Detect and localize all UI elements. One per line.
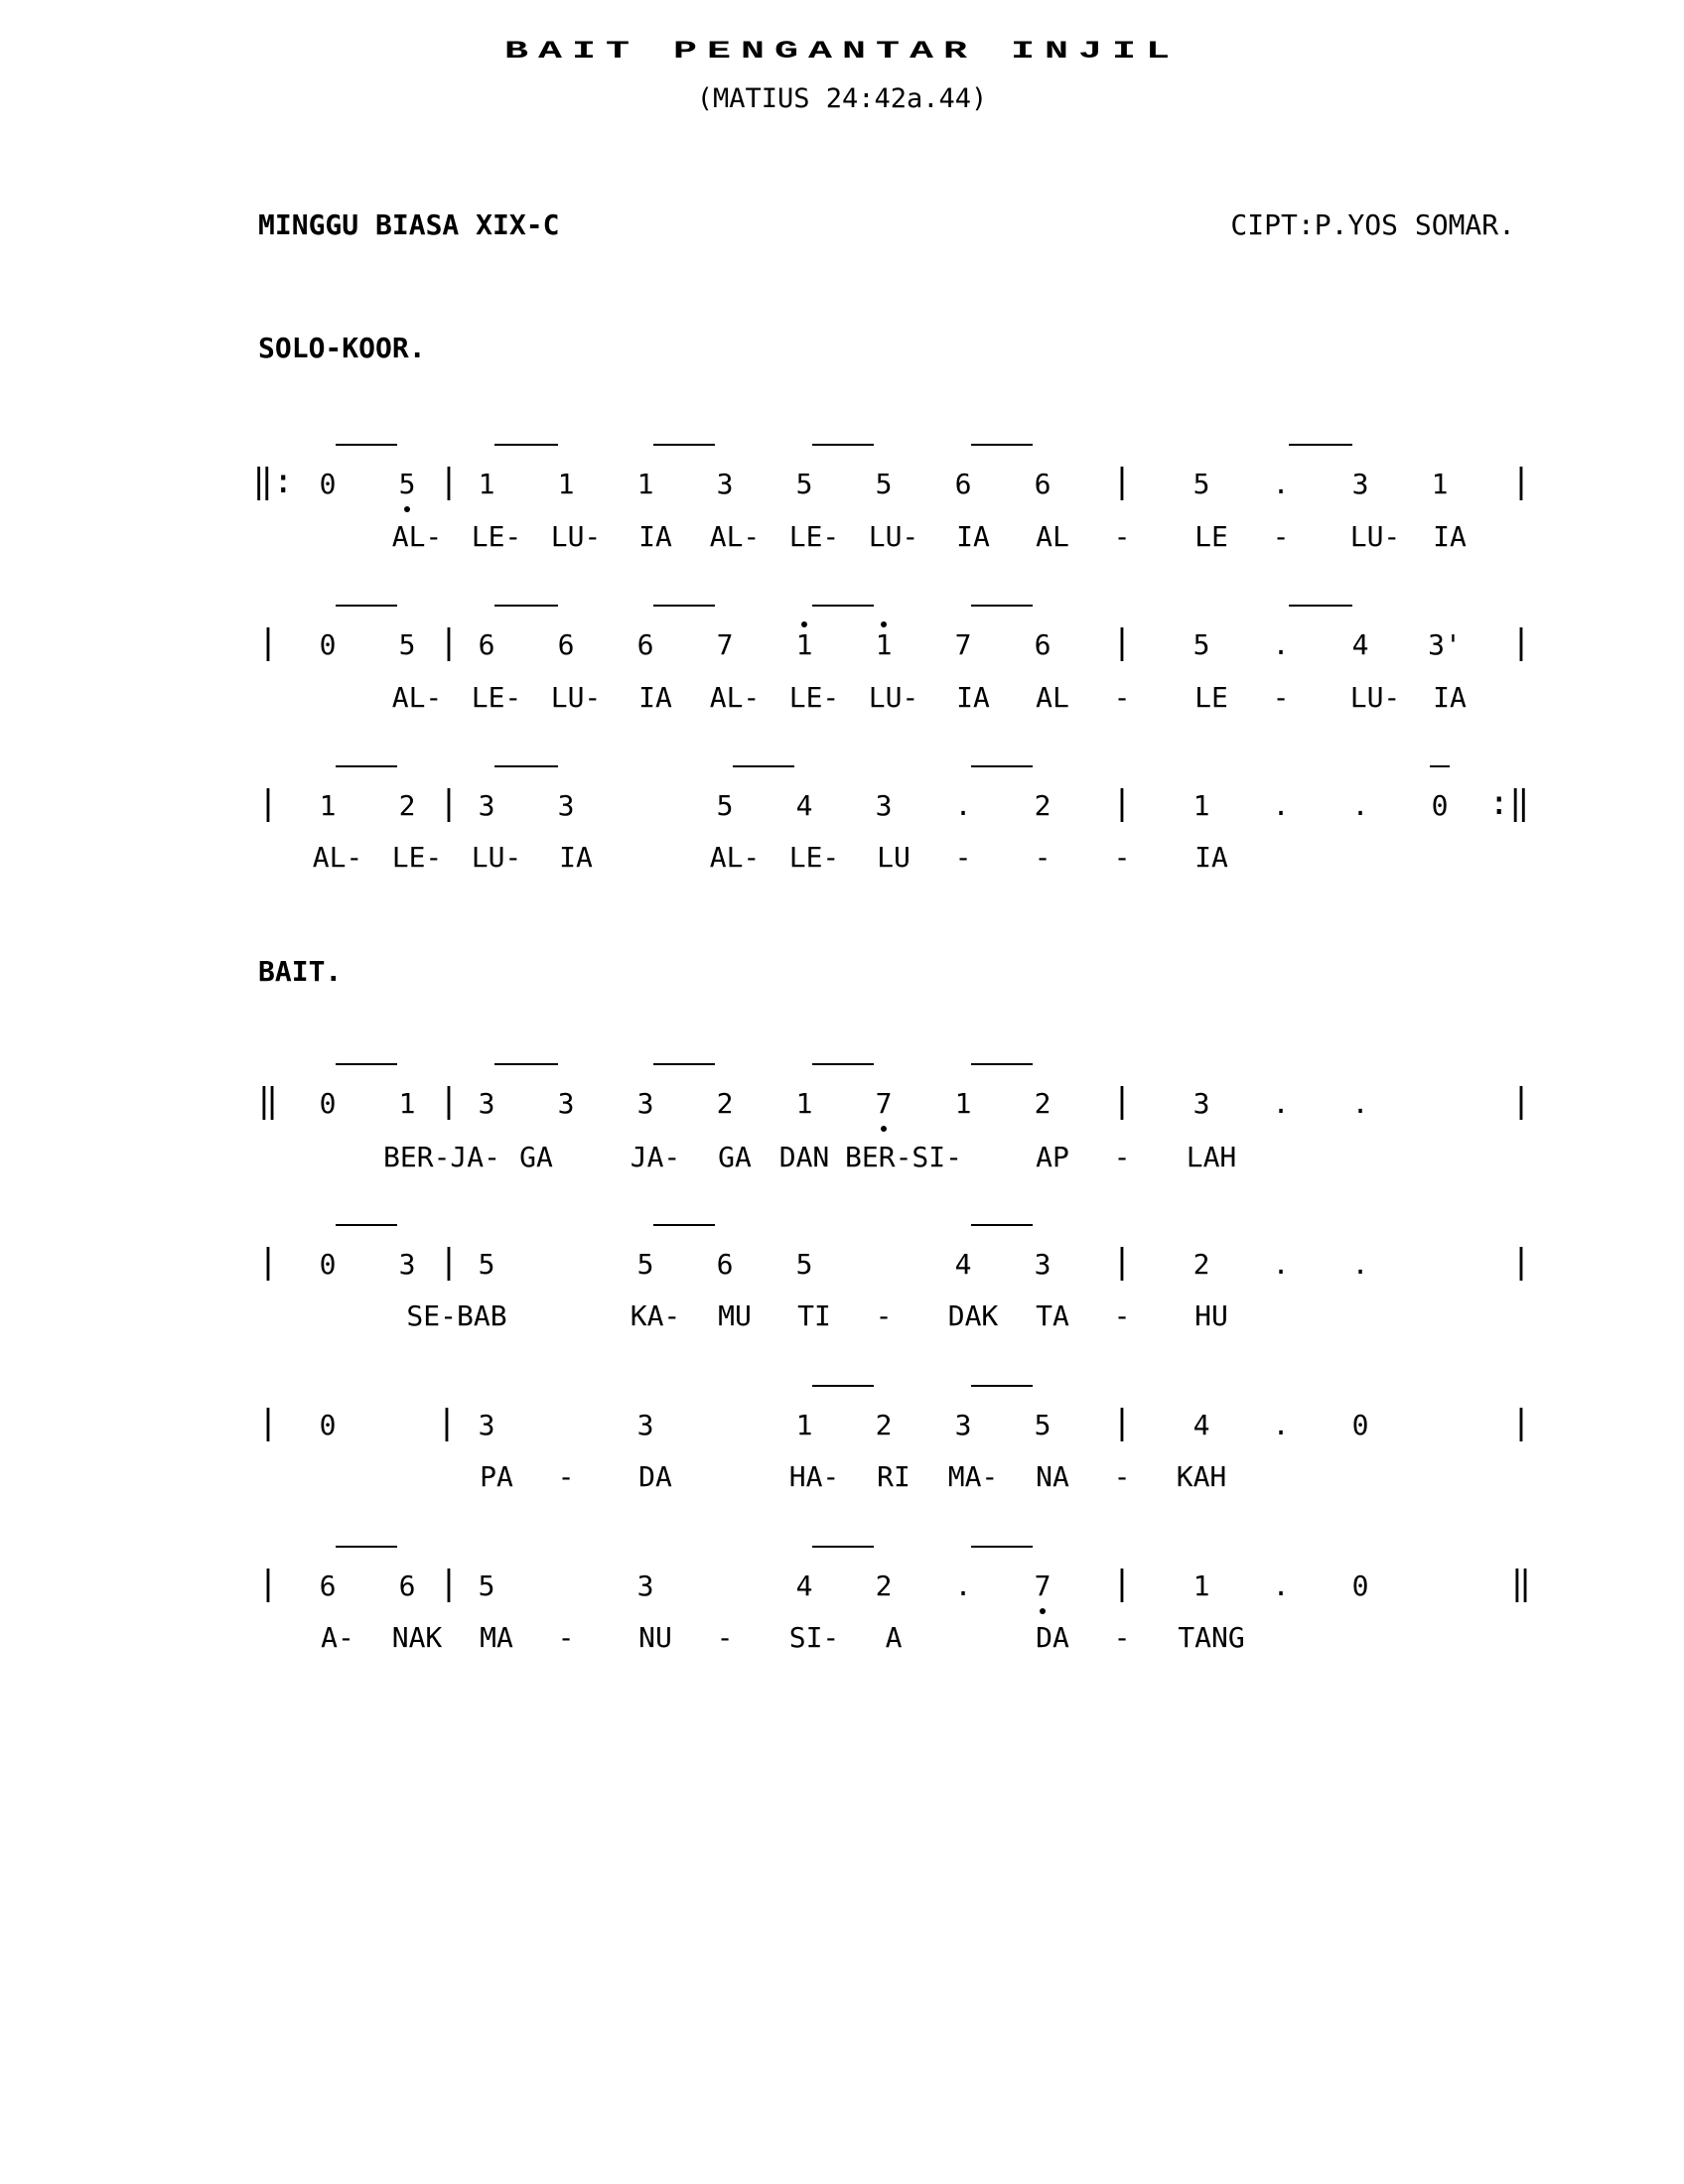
note: 4: [1193, 1409, 1210, 1441]
note: 2: [398, 789, 416, 822]
bar-line: |: [257, 1242, 279, 1282]
bar-line: |: [1510, 1403, 1532, 1442]
lyric-syllable: A-: [321, 1621, 354, 1654]
lyric-syllable: LE-: [391, 841, 443, 874]
lyric-syllable: IA: [1433, 520, 1467, 553]
lyric-syllable: IA: [956, 681, 990, 714]
note: 3: [1034, 1248, 1052, 1281]
beam: [971, 444, 1033, 446]
note: .: [1351, 789, 1369, 822]
beam: [336, 1224, 397, 1226]
note: 3: [478, 1409, 495, 1441]
lyric-syllable: -: [1034, 841, 1052, 874]
beam: [971, 1385, 1033, 1387]
note: 6: [1034, 628, 1052, 661]
beam: [653, 1224, 715, 1226]
lyric-syllable: -: [557, 1460, 575, 1493]
lyric-syllable: GA: [718, 1141, 752, 1173]
lyric-syllable: -: [1113, 1141, 1131, 1173]
lyric-syllable: AL-: [391, 520, 443, 553]
note: 3: [478, 1087, 495, 1120]
beam: [971, 765, 1033, 767]
lyric-syllable: LU-: [1349, 681, 1401, 714]
note: 5: [636, 1248, 654, 1281]
lyric-syllable: -: [875, 1299, 893, 1332]
lyric-syllable: -: [1113, 1621, 1131, 1654]
note: .: [1272, 1570, 1290, 1602]
note: .: [954, 789, 972, 822]
lyric-syllable: KA-: [630, 1299, 681, 1332]
note: 3: [636, 1570, 654, 1602]
note: .: [954, 1570, 972, 1602]
bar-line: |: [438, 1564, 460, 1603]
bar-line: |: [257, 622, 279, 662]
note: 4: [954, 1248, 972, 1281]
note: 1: [875, 628, 893, 661]
note: 5: [398, 628, 416, 661]
beam: [733, 765, 794, 767]
lyric-syllable: LE: [1194, 520, 1228, 553]
section-label-bait: BAIT.: [258, 955, 343, 988]
lyric-syllable: DA: [638, 1460, 672, 1493]
note: 1: [954, 1087, 972, 1120]
section-label-solo-koor: SOLO-KOOR.: [258, 332, 426, 364]
lyric-syllable: -: [1113, 1460, 1131, 1493]
note: 6: [1034, 468, 1052, 500]
note: 7: [954, 628, 972, 661]
note: 5: [398, 468, 416, 500]
beam: [653, 1063, 715, 1065]
lyric-syllable: LU-: [550, 520, 602, 553]
lyric-syllable: AL-: [709, 681, 761, 714]
note: 5: [478, 1570, 495, 1602]
lyric-syllable: A: [885, 1621, 903, 1654]
beam: [1289, 444, 1352, 446]
note: 2: [875, 1570, 893, 1602]
lyric-syllable: SE-BAB: [406, 1299, 507, 1332]
lyric-syllable: LE-: [471, 520, 522, 553]
note: 0: [1431, 789, 1449, 822]
lyric-syllable: DAN: [778, 1141, 830, 1173]
beam: [494, 765, 558, 767]
lyric-syllable: -: [1113, 520, 1131, 553]
note: 3: [954, 1409, 972, 1441]
lyric-syllable: LE-: [788, 841, 840, 874]
bar-line: |: [1111, 462, 1133, 501]
lyric-syllable: MA-: [947, 1460, 999, 1493]
lyric-syllable: MU: [718, 1299, 752, 1332]
lyric-syllable: RI: [877, 1460, 911, 1493]
lyric-syllable: AL: [1036, 520, 1069, 553]
bar-line: |: [1510, 622, 1532, 662]
bar-line: |: [438, 622, 460, 662]
beam: [653, 444, 715, 446]
octave-dot-above: [881, 621, 887, 627]
note: 5: [1193, 628, 1210, 661]
lyric-syllable: LE-: [471, 681, 522, 714]
note: 4: [795, 1570, 813, 1602]
beam: [812, 1063, 874, 1065]
note: 6: [398, 1570, 416, 1602]
beam: [1430, 765, 1450, 767]
beam: [494, 605, 558, 607]
lyric-syllable: LU-: [1349, 520, 1401, 553]
page-title: BAIT PENGANTAR INJIL: [503, 38, 1181, 66]
beam: [971, 1063, 1033, 1065]
bar-line: |: [1510, 462, 1532, 501]
lyric-syllable: -: [1113, 841, 1131, 874]
lyric-syllable: -: [1113, 681, 1131, 714]
note: 1: [795, 1409, 813, 1441]
page-subtitle: (MATIUS 24:42a.44): [696, 83, 988, 114]
note: 2: [716, 1087, 734, 1120]
note: 5: [795, 1248, 813, 1281]
lyric-syllable: GA: [519, 1141, 553, 1173]
lyric-syllable: IA: [638, 520, 672, 553]
bar-line: |: [1111, 622, 1133, 662]
lyric-syllable: AL-: [709, 841, 761, 874]
lyric-syllable: LE: [1194, 681, 1228, 714]
note: 3: [636, 1409, 654, 1441]
beam: [812, 605, 874, 607]
lyric-syllable: -: [1113, 1299, 1131, 1332]
note: 7: [1034, 1570, 1052, 1602]
lyric-syllable: IA: [1433, 681, 1467, 714]
note: 6: [954, 468, 972, 500]
lyric-syllable: LU-: [868, 520, 919, 553]
octave-dot-above: [801, 621, 807, 627]
lyric-syllable: -: [557, 1621, 575, 1654]
note: 3: [875, 789, 893, 822]
note: 3: [557, 789, 575, 822]
lyric-syllable: JA-: [630, 1141, 681, 1173]
note: 3: [398, 1248, 416, 1281]
note: 5: [795, 468, 813, 500]
note: 2: [1034, 1087, 1052, 1120]
beam: [971, 605, 1033, 607]
bar-line: |: [438, 1242, 460, 1282]
note: 5: [1034, 1409, 1052, 1441]
lyric-syllable: LU-: [471, 841, 522, 874]
bar-line: ‖: [257, 1081, 279, 1121]
octave-dot-below: [881, 1126, 887, 1132]
note: 0: [319, 468, 337, 500]
octave-dot-below: [404, 506, 410, 512]
composer-label: CIPT:P.YOS SOMAR.: [1230, 208, 1515, 241]
note: 3: [1193, 1087, 1210, 1120]
lyric-syllable: -: [716, 1621, 734, 1654]
lyric-syllable: AL-: [312, 841, 363, 874]
note: 1: [636, 468, 654, 500]
note: 5: [478, 1248, 495, 1281]
bar-line: |: [1510, 1081, 1532, 1121]
note: 3: [478, 789, 495, 822]
bar-line: |: [257, 1403, 279, 1442]
note: .: [1272, 1248, 1290, 1281]
note: 6: [636, 628, 654, 661]
note: 2: [1193, 1248, 1210, 1281]
note: 2: [1034, 789, 1052, 822]
bar-line: :‖: [1488, 783, 1530, 823]
note: 4: [795, 789, 813, 822]
beam: [1289, 605, 1352, 607]
note: 3: [636, 1087, 654, 1120]
lyric-syllable: IA: [559, 841, 593, 874]
note: 0: [1351, 1409, 1369, 1441]
lyric-syllable: LU: [877, 841, 911, 874]
octave-dot-below: [1040, 1608, 1046, 1614]
lyric-syllable: LU-: [868, 681, 919, 714]
beam: [336, 444, 397, 446]
note: .: [1351, 1087, 1369, 1120]
note: 5: [875, 468, 893, 500]
beam: [336, 765, 397, 767]
lyric-syllable: HA-: [788, 1460, 840, 1493]
note: 1: [398, 1087, 416, 1120]
note: 0: [1351, 1570, 1369, 1602]
note: 0: [319, 628, 337, 661]
note: 7: [875, 1087, 893, 1120]
note: 5: [1193, 468, 1210, 500]
bar-line: |: [438, 1081, 460, 1121]
bar-line: |: [257, 1564, 279, 1603]
note: 4: [1351, 628, 1369, 661]
bar-line: |: [1111, 1081, 1133, 1121]
lyric-syllable: -: [954, 841, 972, 874]
lyric-syllable: NAK: [391, 1621, 443, 1654]
note: 6: [557, 628, 575, 661]
lyric-syllable: IA: [1194, 841, 1228, 874]
lyric-syllable: TANG: [1178, 1621, 1245, 1654]
note: 0: [319, 1248, 337, 1281]
lyric-syllable: PA: [480, 1460, 513, 1493]
lyric-syllable: LAH: [1186, 1141, 1237, 1173]
lyric-syllable: LU-: [550, 681, 602, 714]
note: 3: [1351, 468, 1369, 500]
occasion-label: MINGGU BIASA XIX-C: [258, 208, 560, 241]
beam: [812, 1546, 874, 1548]
note: 0: [319, 1409, 337, 1441]
note: .: [1272, 1409, 1290, 1441]
note: 3: [557, 1087, 575, 1120]
note: 3: [716, 468, 734, 500]
note: .: [1272, 789, 1290, 822]
lyric-syllable: KAH: [1176, 1460, 1227, 1493]
note: 6: [478, 628, 495, 661]
lyric-syllable: DA: [1036, 1621, 1069, 1654]
note: 1: [319, 789, 337, 822]
lyric-syllable: -: [1272, 520, 1290, 553]
note: 1: [1193, 1570, 1210, 1602]
lyric-syllable: SI-: [788, 1621, 840, 1654]
lyric-syllable: IA: [638, 681, 672, 714]
note: .: [1272, 468, 1290, 500]
bar-line: |: [438, 783, 460, 823]
beam: [971, 1546, 1033, 1548]
note: 6: [319, 1570, 337, 1602]
note: 1: [557, 468, 575, 500]
note: 1: [1193, 789, 1210, 822]
lyric-syllable: AL: [1036, 681, 1069, 714]
lyric-syllable: -: [1272, 681, 1290, 714]
bar-line: ‖: [1510, 1564, 1532, 1603]
lyric-syllable: TA: [1036, 1299, 1069, 1332]
lyric-syllable: NU: [638, 1621, 672, 1654]
bar-line: |: [1510, 1242, 1532, 1282]
lyric-syllable: NA: [1036, 1460, 1069, 1493]
bar-line: |: [438, 462, 460, 501]
beam: [494, 1063, 558, 1065]
note: 2: [875, 1409, 893, 1441]
beam: [812, 1385, 874, 1387]
lyric-syllable: IA: [956, 520, 990, 553]
beam: [336, 1546, 397, 1548]
beam: [812, 444, 874, 446]
bar-line: ‖:: [252, 462, 294, 501]
lyric-syllable: AL-: [391, 681, 443, 714]
note: .: [1272, 628, 1290, 661]
lyric-syllable: LE-: [788, 681, 840, 714]
lyric-syllable: DAK: [947, 1299, 999, 1332]
lyric-syllable: HU: [1194, 1299, 1228, 1332]
bar-line: |: [1111, 1403, 1133, 1442]
beam: [494, 444, 558, 446]
lyric-syllable: BER-JA-: [382, 1141, 501, 1173]
beam: [336, 1063, 397, 1065]
beam: [336, 605, 397, 607]
note: 0: [319, 1087, 337, 1120]
note: 1: [478, 468, 495, 500]
lyric-syllable: AP: [1036, 1141, 1069, 1173]
note: 1: [795, 1087, 813, 1120]
bar-line: |: [1111, 783, 1133, 823]
lyric-syllable: LE-: [788, 520, 840, 553]
note: 1: [1431, 468, 1449, 500]
lyric-syllable: MA: [480, 1621, 513, 1654]
lyric-syllable: AL-: [709, 520, 761, 553]
note: 1: [795, 628, 813, 661]
note: 3': [1428, 628, 1462, 661]
bar-line: |: [1111, 1242, 1133, 1282]
note: 7: [716, 628, 734, 661]
lyric-syllable: BER-SI-: [844, 1141, 963, 1173]
note: 6: [716, 1248, 734, 1281]
note: 5: [716, 789, 734, 822]
lyric-syllable: TI: [797, 1299, 831, 1332]
bar-line: |: [257, 783, 279, 823]
note: .: [1272, 1087, 1290, 1120]
beam: [971, 1224, 1033, 1226]
note: .: [1351, 1248, 1369, 1281]
bar-line: |: [436, 1403, 458, 1442]
bar-line: |: [1111, 1564, 1133, 1603]
beam: [653, 605, 715, 607]
